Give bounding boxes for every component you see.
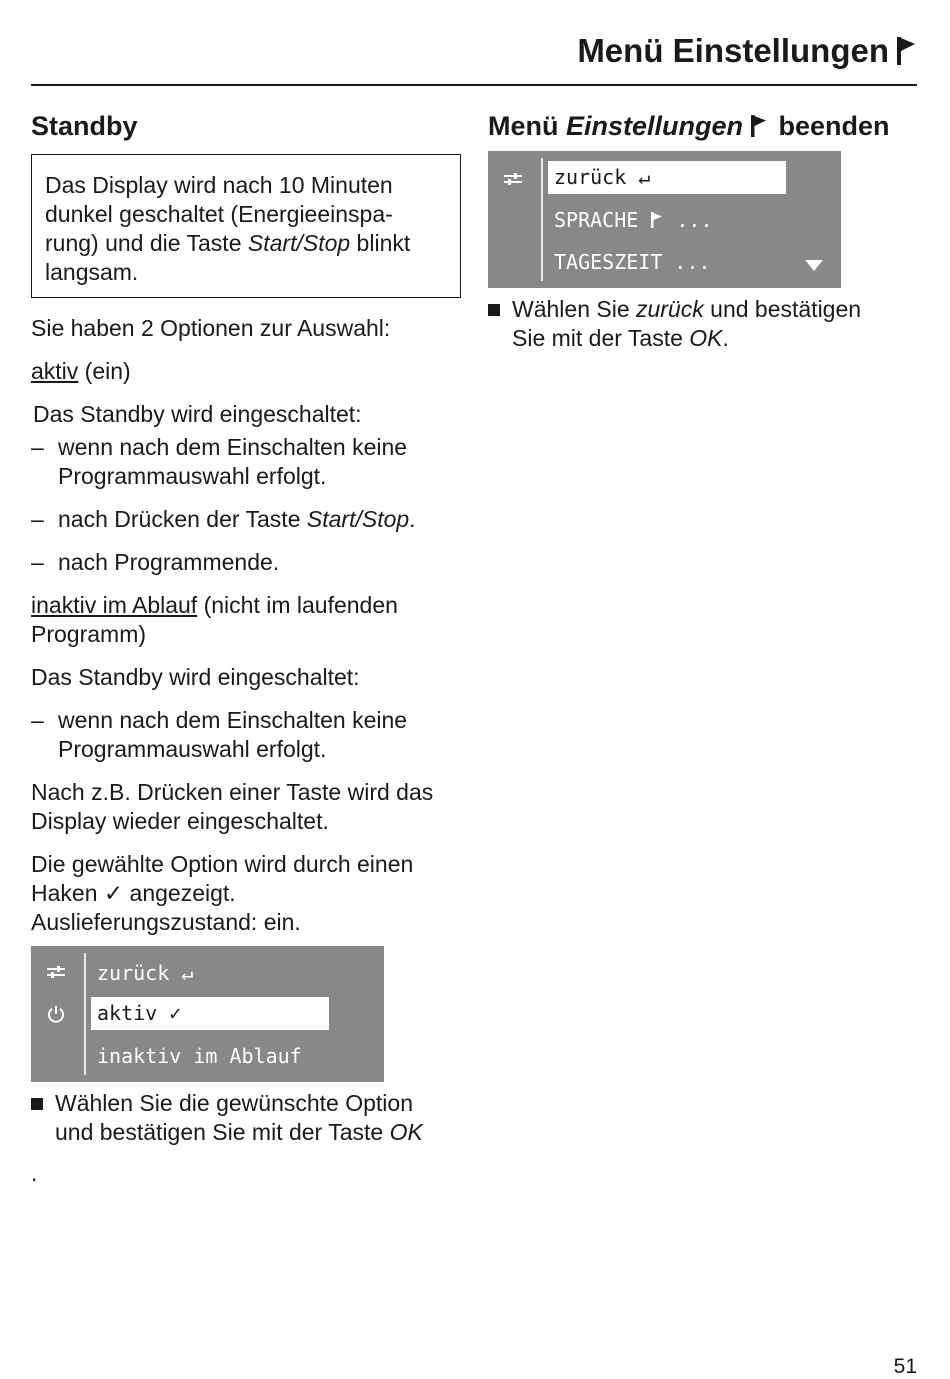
return-arrow-icon: ↵ bbox=[638, 165, 651, 189]
option-aktiv: aktiv (ein) bbox=[31, 358, 131, 384]
standby-instruction: Wählen Sie die gewünschte Option und bestätigen Sie mit der Taste OK bbox=[31, 1089, 461, 1147]
standby-section bbox=[31, 108, 461, 1188]
settings-sliders-icon bbox=[498, 171, 528, 192]
scroll-down-arrow-icon bbox=[805, 260, 823, 271]
power-icon bbox=[41, 1004, 71, 1029]
exit-menu-heading: Menü Einstellungen beenden bbox=[488, 111, 890, 141]
exit-menu-section bbox=[488, 108, 918, 353]
list-item: – wenn nach dem Einschalten keine Programmauswahl erfolgt. bbox=[31, 433, 461, 491]
flag-icon bbox=[749, 113, 769, 139]
return-arrow-icon: ↵ bbox=[181, 961, 194, 985]
display-row-aktiv[interactable]: aktiv ✓ bbox=[91, 997, 329, 1030]
display-divider bbox=[84, 953, 86, 1075]
wake-paragraph: Nach z.B. Drücken einer Taste wird das Display wieder eingeschaltet. bbox=[31, 779, 434, 834]
page-header bbox=[31, 30, 917, 86]
note-text: Das Display wird nach 10 Minuten dunkel geschaltet (Energieeinspa- rung) und die Taste Start/Stop blinkt langsam. bbox=[45, 172, 411, 285]
option-inaktiv-desc: Das Standby wird eingeschaltet: bbox=[31, 664, 360, 690]
display-row-back[interactable]: zurück ↵ bbox=[548, 161, 786, 194]
display-row-tageszeit[interactable]: TAGESZEIT ... bbox=[554, 250, 711, 274]
exit-menu-instruction: Wählen Sie zurück und bestätigen Sie mit der Taste OK. bbox=[488, 295, 918, 353]
standby-display bbox=[31, 946, 384, 1082]
display-row-sprache[interactable]: SPRACHE ... bbox=[554, 208, 713, 232]
standby-heading: Standby bbox=[31, 111, 138, 141]
flag-icon bbox=[895, 35, 917, 67]
display-row-inaktiv[interactable]: inaktiv im Ablauf bbox=[97, 1044, 302, 1068]
bullet-square-icon bbox=[488, 304, 500, 316]
list-item: – nach Drücken der Taste Start/Stop. bbox=[31, 505, 461, 534]
settings-sliders-icon bbox=[41, 964, 71, 985]
stray-dot: . bbox=[31, 1160, 38, 1186]
list-item: – nach Programmende. bbox=[31, 548, 461, 577]
option-aktiv-desc: Das Standby wird eingeschaltet: bbox=[33, 401, 362, 427]
checkmark-icon: ✓ bbox=[103, 880, 124, 906]
options-intro: Sie haben 2 Optionen zur Auswahl: bbox=[31, 315, 391, 341]
page-number: 51 bbox=[893, 1355, 917, 1378]
check-paragraph: Die gewählte Option wird durch einen Haken ✓ angezeigt. Auslieferungszustand: ein. bbox=[31, 851, 414, 935]
list-item: – wenn nach dem Einschalten keine Programmauswahl erfolgt. bbox=[31, 706, 461, 764]
page-title: Menü Einstellungen bbox=[577, 32, 917, 70]
exit-menu-display bbox=[488, 151, 841, 288]
option-inaktiv: inaktiv im Ablauf (nicht im laufenden Programm) bbox=[31, 592, 398, 647]
standby-note-box bbox=[31, 154, 461, 298]
flag-icon bbox=[650, 211, 664, 229]
display-row-back[interactable]: zurück ↵ bbox=[97, 961, 194, 985]
display-divider bbox=[541, 158, 543, 281]
bullet-square-icon bbox=[31, 1098, 43, 1110]
